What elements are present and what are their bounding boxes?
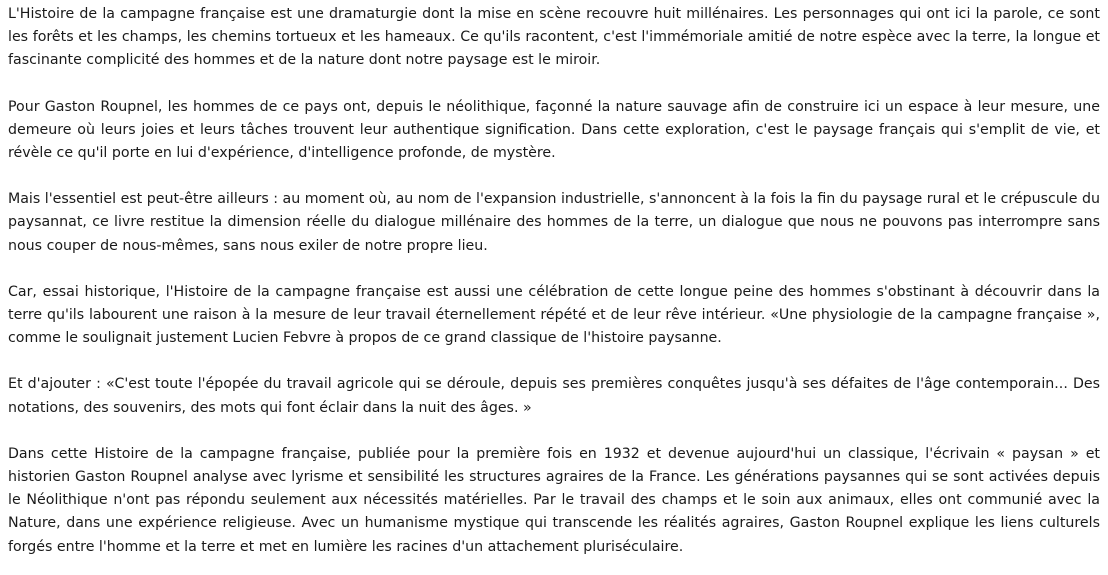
paragraph-essential: Mais l'essentiel est peut-être ailleurs : au moment où, au nom de l'expansion industrielle, s'annoncent à la fois la fin du paysage rural et le crépuscule du paysannat, ce livre restitue la dimension réelle du dialogue millénaire des hommes de la terre, un dialogue que nous ne pouvons pas interrompre sans nous couper de nous-mêmes, sans nous exiler de notre propre lieu. — [8, 191, 1100, 254]
paragraph-intro: L'Histoire de la campagne française est une dramaturgie dont la mise en scène recouvre huit millénaires. Les personnages qui ont ici la parole, ce sont les forêts et les champs, les chemins tortueux et les hameaux. Ce qu'ils racontent, c'est l'immémoriale amitié de notre espèce avec la terre, la longue et fascinante complicité des hommes et de la nature dont notre paysage est le miroir. — [8, 6, 1100, 69]
paragraph-summary: Dans cette Histoire de la campagne française, publiée pour la première fois en 1932 et devenue aujourd'hui un classique, l'écrivain « paysan » et historien Gaston Roupnel analyse avec lyrisme et sensibilité les structures agraires de la France. Les générations paysannes qui se sont activées depuis le Néolithique n'ont pas répondu seulement aux nécessités matérielles. Par le travail des champs et le soin aux animaux, elles ont communié avec la Nature, dans une expérience religieuse. Avec un humanisme mystique qui transcende les réalités agraires, Gaston Roupnel explique les liens culturels forgés entre l'homme et la terre et met en lumière les racines d'un attachement pluriséculaire. — [8, 445, 1100, 555]
paragraph-quote: Et d'ajouter : «C'est toute l'épopée du travail agricole qui se déroule, depuis ses premières conquêtes jusqu'à ses défaites de l'âge contemporain... Des notations, des souvenirs, des mots qui font éclair dans la nuit des âges. » — [8, 376, 1100, 416]
paragraph-essay: Car, essai historique, l'Histoire de la campagne française est aussi une célébration de cette longue peine des hommes s'obstinant à découvrir dans la terre qu'ils labourent une raison à la mesure de leur travail éternellement répété et de leur rêve intérieur. «Une physiologie de la campagne française », comme le soulignait justement Lucien Febvre à propos de ce grand classique de l'histoire paysanne. — [8, 283, 1100, 347]
paragraph-roupnel: Pour Gaston Roupnel, les hommes de ce pays ont, depuis le néolithique, façonné la nature sauvage afin de construire ici un espace à leur mesure, une demeure où leurs joies et leurs tâches trouvent leur authentique signification. Dans cette exploration, c'est le paysage français qui s'emplit de vie, et révèle ce qu'il porte en lui d'expérience, d'intelligence profonde, de mystère. — [8, 98, 1100, 162]
